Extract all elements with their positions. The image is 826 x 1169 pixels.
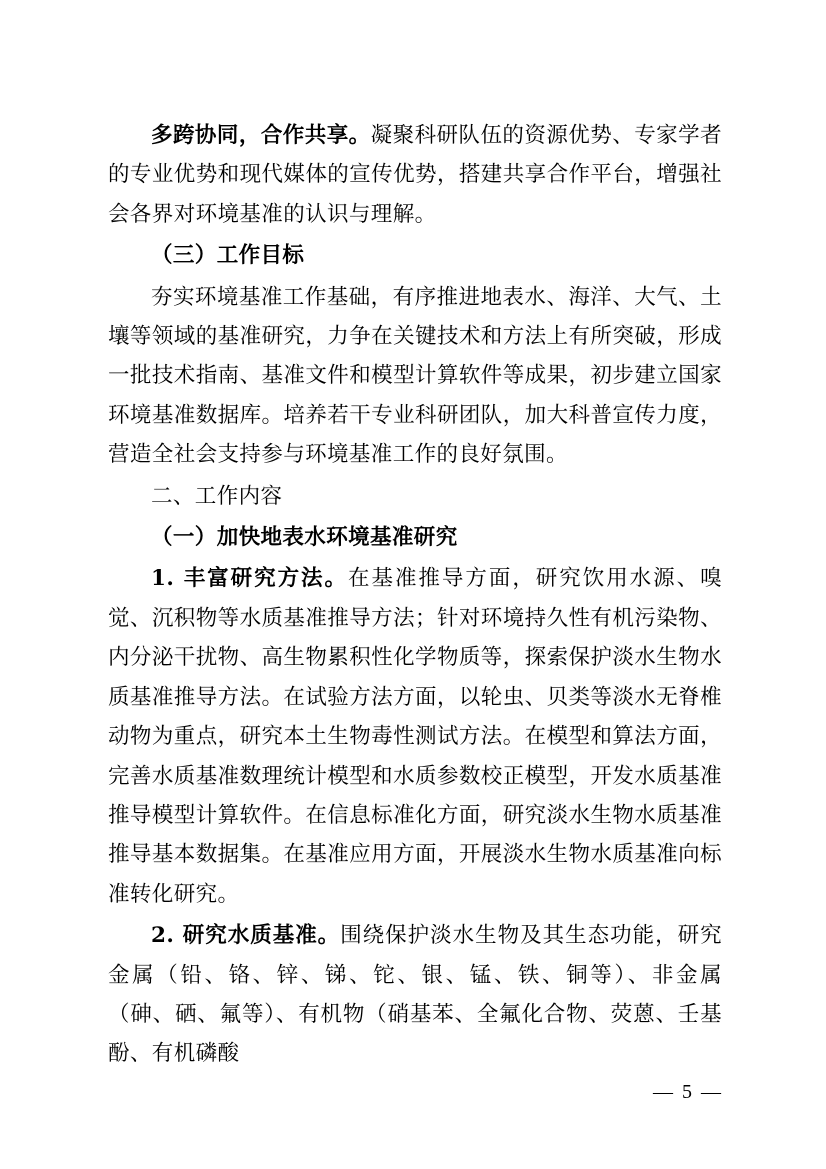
paragraph-collaboration — [108, 116, 722, 234]
paragraph-lead: 2. 研究水质基准。 — [151, 923, 341, 949]
document-body — [108, 116, 722, 1074]
page-number: — 5 — — [653, 1081, 723, 1103]
paragraph-lead: 多跨协同，合作共享。 — [151, 123, 371, 148]
paragraph-research-methods — [108, 559, 722, 914]
paragraph-work-goals — [108, 278, 722, 475]
paragraph-text: 夯实环境基准工作基础，有序推进地表水、海洋、大气、土壤等领域的基准研究，力争在关键技术和方法上有所突破，形成一批技术指南、基准文件和模型计算软件等成果，初步建立国家环境基准数据库。培养若干专业科研团队，加大科普宣传力度，营造全社会支持参与环境基准工作的良好氛围。 — [108, 284, 722, 468]
section-heading-work-goals: （三）工作目标 — [151, 243, 305, 269]
paragraph-text: 凝聚科研队伍的资源优势、专家学者的专业优势和现代媒体的宣传优势，搭建共享合作平台，增强社会各界对环境基准的认识与理解。 — [108, 123, 722, 227]
paragraph-water-quality-criteria — [108, 916, 722, 1074]
section-heading-surface-water: （一）加快地表水环境基准研究 — [151, 525, 458, 551]
paragraph-text: 围绕保护淡水生物及其生态功能，研究金属（铅、铬、锌、锑、铊、银、锰、铁、铜等）、非金属（砷、硒、氟等）、有机物（硝基苯、全氟化合物、荧蒽、壬基酚、有机磷酸 — [108, 923, 722, 1067]
paragraph-lead: 1. 丰富研究方法。 — [151, 566, 349, 592]
paragraph-text: 在基准推导方面，研究饮用水源、嗅觉、沉积物等水质基准推导方法；针对环境持久性有机污染物、内分泌干扰物、高生物累积性化学物质等，探索保护淡水生物水质基准推导方法。在试验方法方面，以轮虫、贝类等淡水无脊椎动物为重点，研究本土生物毒性测试方法。在模型和算法方面，完善水质基准数理统计模型和水质参数校正模型，开发水质基准推导模型计算软件。在信息标准化方面，研究淡水生物水质基准推导基本数据集。在基准应用方面，开展淡水生物水质基准向标准转化研究。 — [108, 566, 722, 907]
chapter-heading-work-content: 二、工作内容 — [151, 483, 283, 509]
